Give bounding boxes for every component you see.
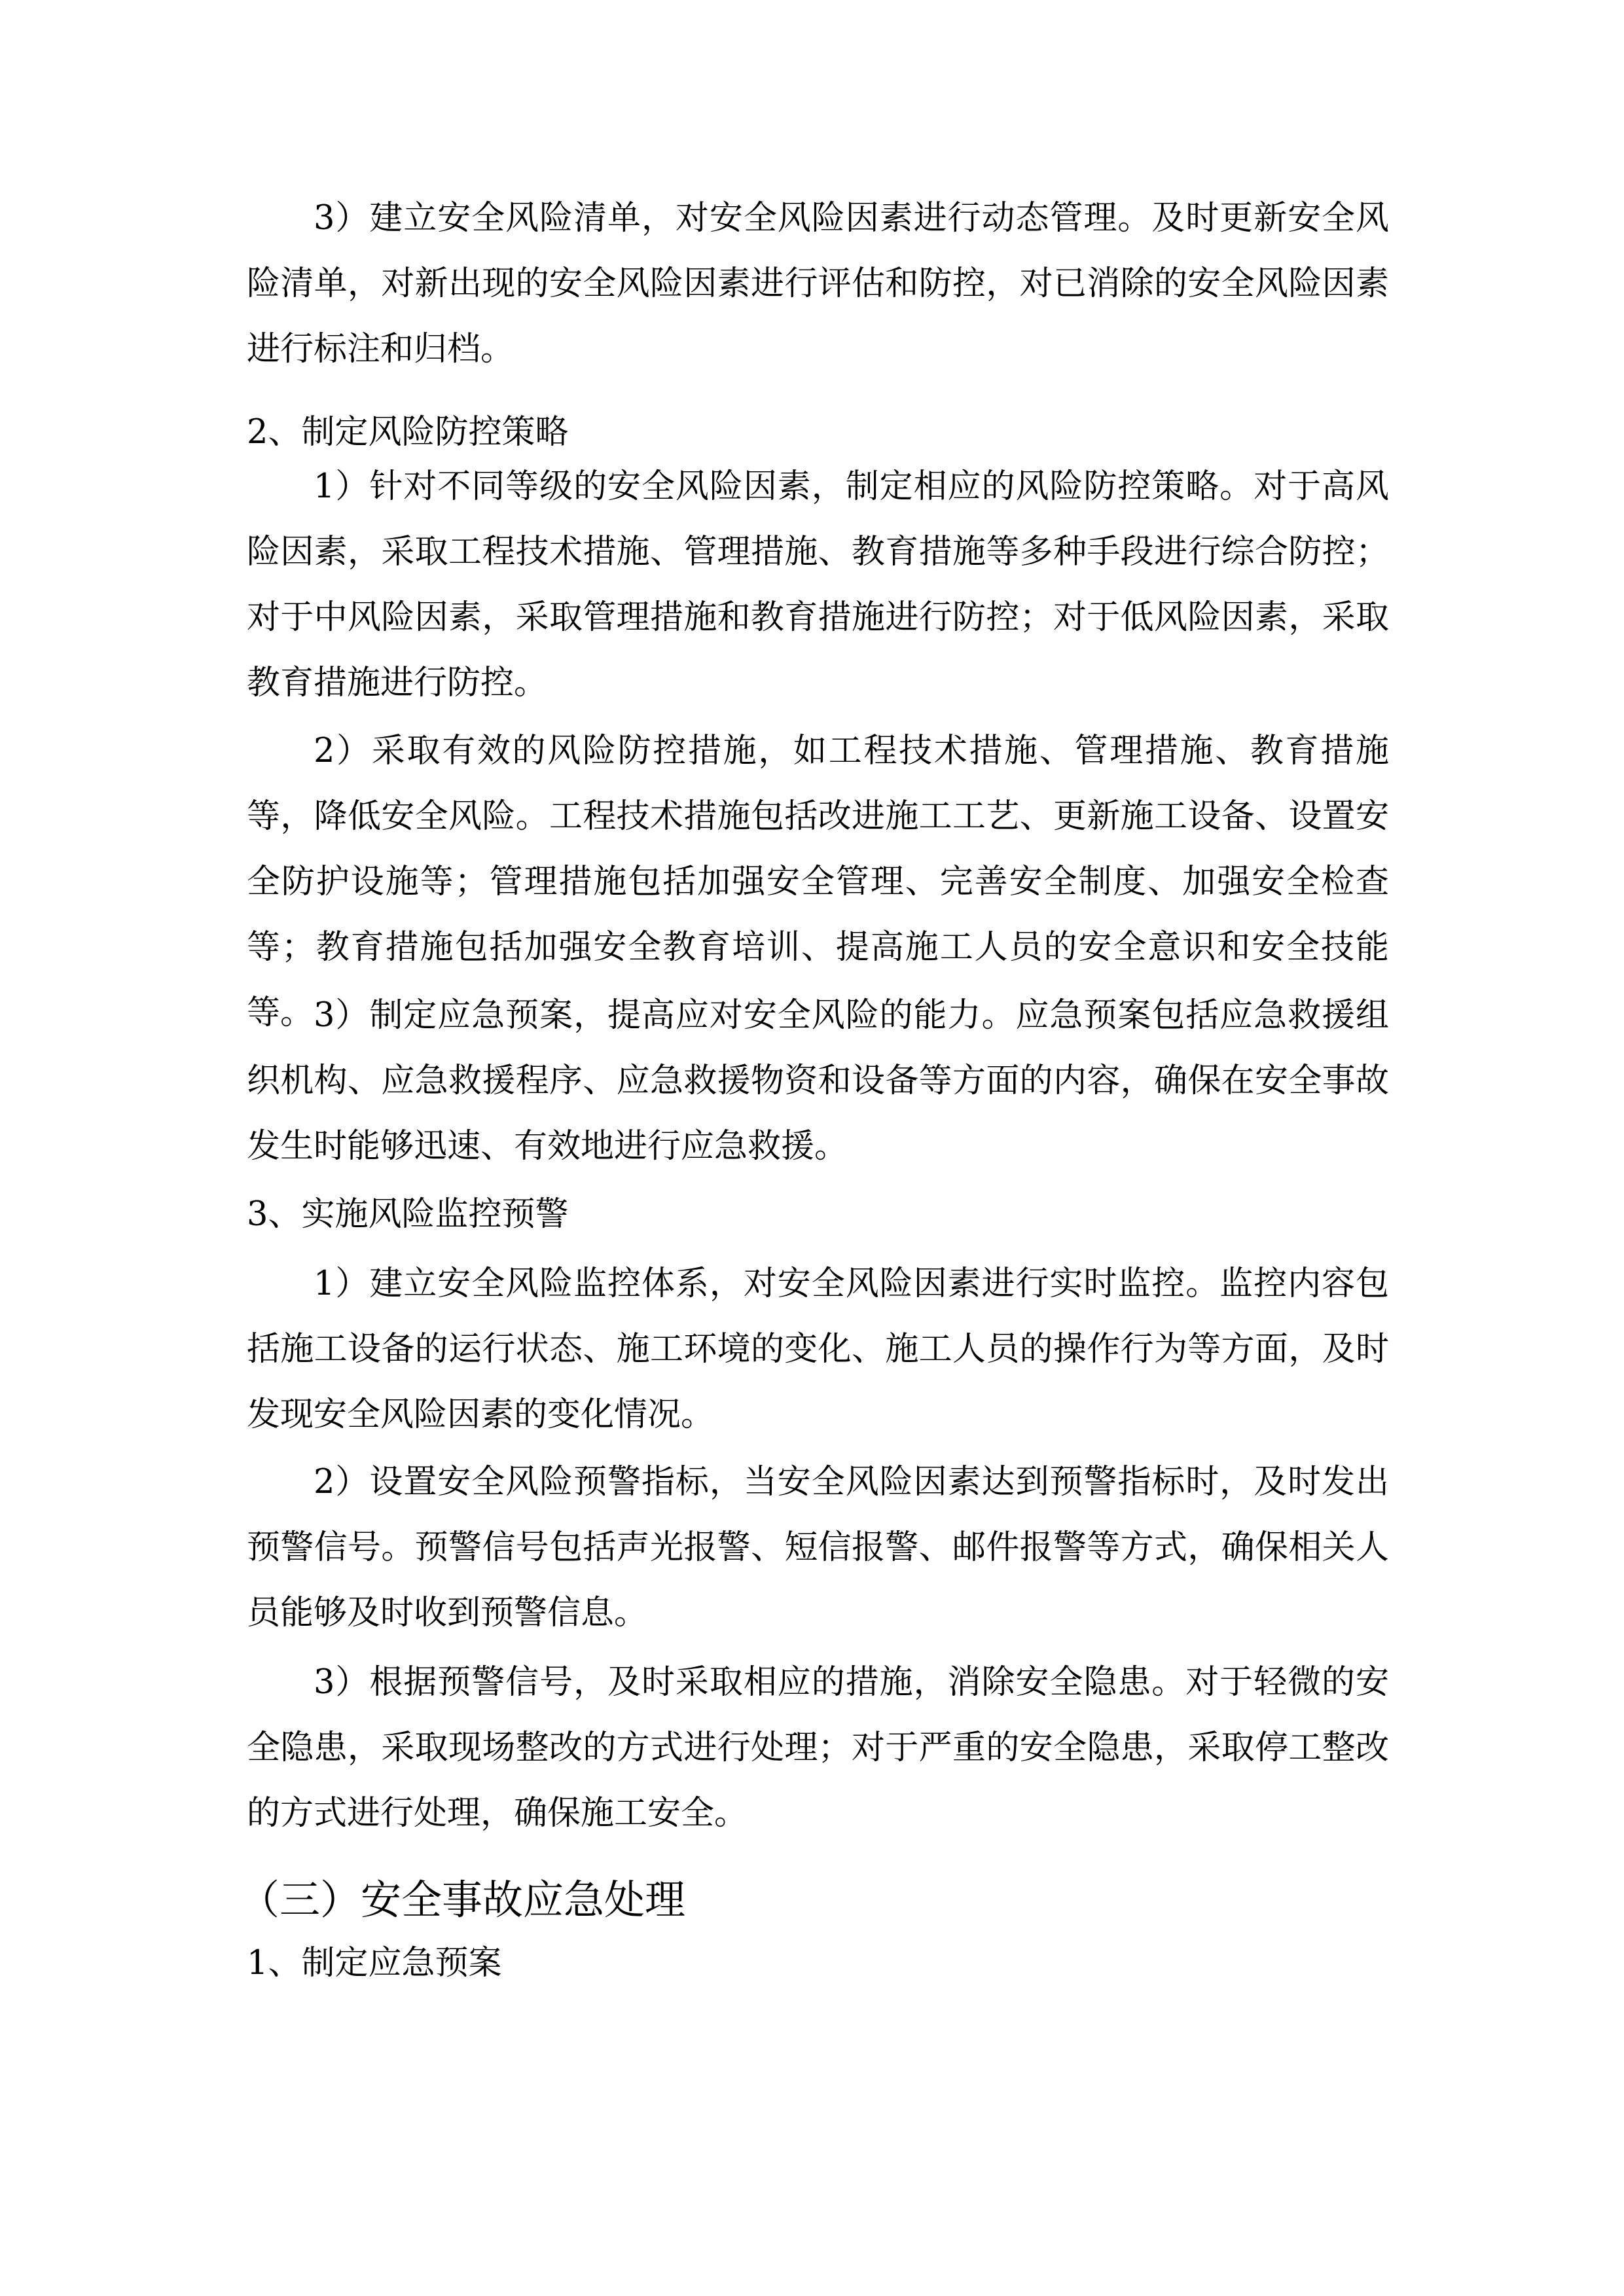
paragraph-strategy-1: 1）针对不同等级的安全风险因素，制定相应的风险防控策略。对于高风险因素，采取工程技术措施、管理措施、教育措施等多种手段进行综合防控；对于中风险因素，采取管理措施和教育措施进行防控；对于低风险因素，采取教育措施进行防控。	[247, 467, 1389, 702]
heading-risk-strategy: 2、制定风险防控策略	[247, 413, 569, 452]
paragraph-strategy-3: 3）制定应急预案，提高应对安全风险的能力。应急预案包括应急救援组织机构、应急救援程序、应急救援物资和设备等方面的内容，确保在安全事故发生时能够迅速、有效地进行应急救援。	[247, 996, 1389, 1166]
paragraph-strategy-2: 2）采取有效的风险防控措施，如工程技术措施、管理措施、教育措施等，降低安全风险。工程技术措施包括改进施工工艺、更新施工设备、设置安全防护设施等；管理措施包括加强安全管理、完善安全制度、加强安全检查等；教育措施包括加强安全教育培训、提高施工人员的安全意识和安全技能等。	[247, 732, 1389, 1032]
paragraph-risk-list: 3）建立安全风险清单，对安全风险因素进行动态管理。及时更新安全风险清单，对新出现的安全风险因素进行评估和防控，对已消除的安全风险因素进行标注和归档。	[247, 199, 1389, 368]
paragraph-monitoring-3: 3）根据预警信号，及时采取相应的措施，消除安全隐患。对于轻微的安全隐患，采取现场整改的方式进行处理；对于严重的安全隐患，采取停工整改的方式进行处理，确保施工安全。	[247, 1663, 1389, 1833]
paragraph-monitoring-1: 1）建立安全风险监控体系，对安全风险因素进行实时监控。监控内容包括施工设备的运行状态、施工环境的变化、施工人员的操作行为等方面，及时发现安全风险因素的变化情况。	[247, 1265, 1389, 1434]
heading-emergency-plan: 1、制定应急预案	[247, 1944, 502, 1982]
heading-risk-monitoring: 3、实施风险监控预警	[247, 1195, 569, 1234]
section-heading-emergency: （三）安全事故应急处理	[239, 1876, 686, 1924]
paragraph-monitoring-2: 2）设置安全风险预警指标，当安全风险因素达到预警指标时，及时发出预警信号。预警信号包括声光报警、短信报警、邮件报警等方式，确保相关人员能够及时收到预警信息。	[247, 1463, 1389, 1632]
